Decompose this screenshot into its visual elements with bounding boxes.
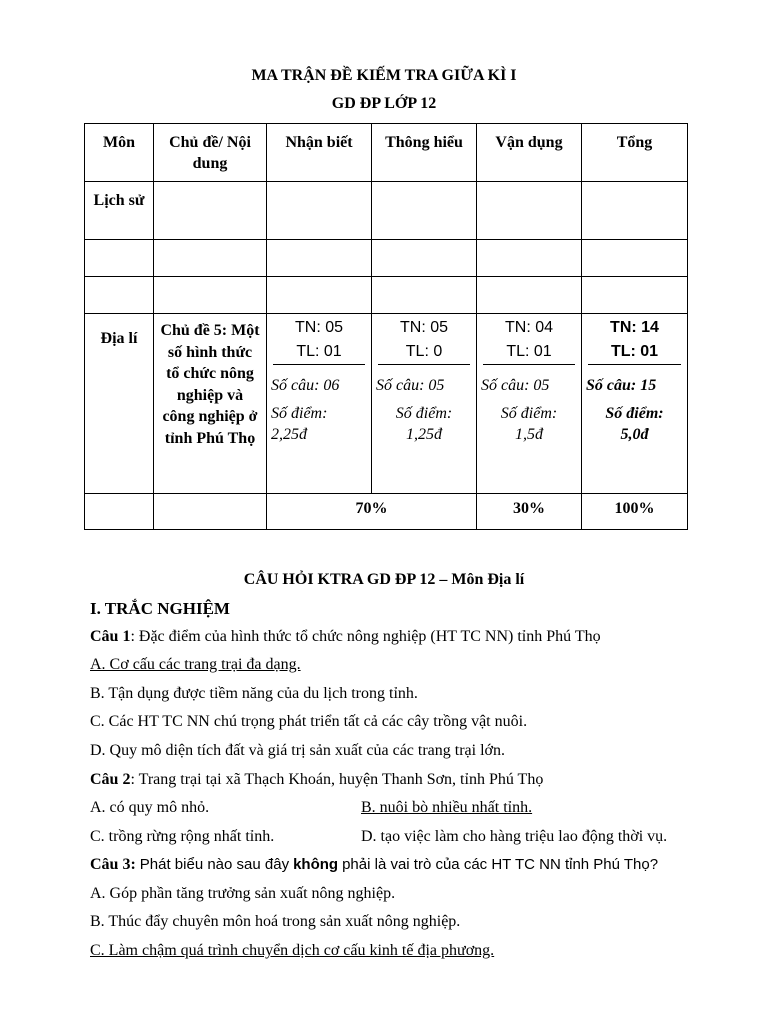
empty-cell: [477, 182, 582, 240]
empty-cell: [85, 240, 154, 277]
subject-history: Lịch sử: [85, 182, 154, 240]
col-header-recognition: Nhận biết: [267, 124, 372, 182]
tl-value: TL: 01: [483, 342, 575, 365]
question-1: [90, 628, 601, 646]
empty-cell: [582, 182, 688, 240]
col-header-application: Vận dụng: [477, 124, 582, 182]
question-label: Câu 3:: [90, 856, 136, 873]
q2-option-c: C. trồng rừng rộng nhất tỉnh.: [90, 828, 275, 845]
score-value: Số điểm: 2,25đ: [271, 405, 328, 443]
q1-option-d: D. Quy mô diện tích đất và giá trị sản xuất của các trang trại lớn.: [90, 742, 505, 759]
question-3: [90, 856, 658, 874]
question-count: Số câu: 05: [481, 377, 550, 394]
comprehension-cell: [372, 314, 477, 494]
q1-option-b: B. Tận dụng được tiềm năng của du lịch trong tỉnh.: [90, 685, 418, 702]
q3-option-a: A. Góp phần tăng trưởng sản xuất nông nghiệp.: [90, 885, 396, 902]
question-label: Câu 1: [90, 628, 131, 645]
tn-value: TN: 05: [294, 319, 343, 336]
q2-option-a: A. có quy mô nhỏ.: [90, 799, 210, 816]
score-value: Số điểm: 1,25đ: [395, 405, 453, 443]
percent-recognition-comprehension: 70%: [267, 494, 477, 530]
q3-option-b: B. Thúc đẩy chuyên môn hoá trong sản xuất nông nghiệp.: [90, 913, 461, 930]
empty-cell: [154, 277, 267, 314]
empty-cell: [154, 182, 267, 240]
empty-cell: [267, 182, 372, 240]
empty-cell: [372, 182, 477, 240]
document-title: MA TRẬN ĐỀ KIẾM TRA GIỮA KÌ I: [251, 67, 517, 84]
question-label: Câu 2: [90, 771, 131, 788]
question-count: Số câu: 15: [586, 377, 657, 394]
empty-cell: [582, 277, 688, 314]
tl-value: TL: 0: [378, 342, 470, 365]
empty-cell: [477, 277, 582, 314]
questions-heading: CÂU HỎI KTRA GD ĐP 12 – Môn Địa lí: [243, 571, 525, 588]
tn-value: TN: 05: [399, 319, 448, 336]
q2-option-b: B. nuôi bò nhiều nhất tỉnh.: [361, 799, 533, 816]
empty-cell: [372, 277, 477, 314]
table-row: [85, 277, 688, 314]
col-header-comprehension: Thông hiểu: [372, 124, 477, 182]
empty-cell: [85, 494, 154, 530]
q2-option-d: D. tạo việc làm cho hàng triệu lao động thời vụ.: [361, 828, 668, 845]
q1-option-a: A. Cơ cấu các trang trại đa dạng.: [90, 656, 301, 673]
score-value: Số điểm: 5,0đ: [605, 405, 664, 443]
q1-option-c: C. Các HT TC NN chú trọng phát triển tất cả các cây trồng vật nuôi.: [90, 713, 528, 730]
empty-cell: [267, 240, 372, 277]
empty-cell: [85, 277, 154, 314]
empty-cell: [154, 494, 267, 530]
col-header-topic: Chủ đề/ Nội dung: [154, 124, 267, 182]
percent-application: 30%: [477, 494, 582, 530]
score-value: Số điểm: 1,5đ: [500, 405, 558, 443]
topic-cell: Chủ đề 5: Một số hình thức tổ chức nông nghiệp và công nghiệp ở tỉnh Phú Thọ: [154, 314, 267, 494]
document-subtitle: GD ĐP LỚP 12: [331, 95, 437, 112]
empty-cell: [477, 240, 582, 277]
question-text: : Trang trại tại xã Thạch Khoán, huyện Thanh Sơn, tỉnh Phú Thọ: [130, 771, 544, 788]
question-count: Số câu: 06: [271, 377, 340, 394]
subject-geography: Địa lí: [85, 314, 154, 494]
recognition-cell: [267, 314, 372, 494]
exam-matrix-table: [84, 123, 688, 530]
question-text: Phát biểu nào sau đây: [139, 856, 290, 873]
tn-value: TN: 04: [504, 319, 553, 336]
empty-cell: [372, 240, 477, 277]
empty-cell: [267, 277, 372, 314]
question-text: : Đặc điểm của hình thức tổ chức nông nghiệp (HT TC NN) tỉnh Phú Thọ: [130, 628, 601, 645]
q3-option-c: C. Làm chậm quá trình chuyển dịch cơ cấu kinh tế địa phương.: [90, 942, 495, 959]
table-header-row: [85, 124, 688, 182]
section-heading: I. TRẮC NGHIỆM: [90, 599, 230, 618]
question-count: Số câu: 05: [376, 377, 445, 394]
tl-value: TL: 01: [588, 342, 681, 365]
table-row: [85, 240, 688, 277]
col-header-subject: Môn: [85, 124, 154, 182]
tl-value: TL: 01: [273, 342, 365, 365]
percent-total: 100%: [582, 494, 688, 530]
empty-cell: [582, 240, 688, 277]
empty-cell: [154, 240, 267, 277]
total-cell: [582, 314, 688, 494]
question-text: phải là vai trò của các HT TC NN tỉnh Phú Thọ?: [342, 856, 659, 873]
question-2: [90, 771, 543, 789]
table-row: [85, 182, 688, 240]
table-row-percent: [85, 494, 688, 530]
application-cell: [477, 314, 582, 494]
col-header-total: Tổng: [582, 124, 688, 182]
table-row-geography: [85, 314, 688, 494]
tn-value: TN: 14: [610, 319, 659, 336]
question-emphasis: không: [293, 856, 339, 873]
